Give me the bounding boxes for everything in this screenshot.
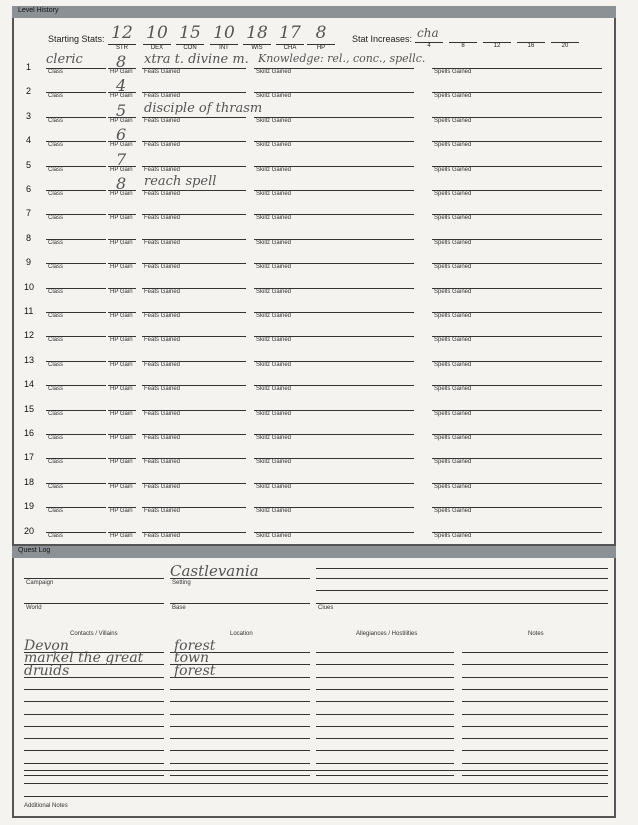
feats-label: Feats Gained <box>144 532 181 539</box>
contacts-line <box>24 701 164 702</box>
skills-label: Skillz Gained <box>256 435 292 441</box>
level-number: 8 <box>26 232 32 243</box>
class-label: Class <box>48 166 64 173</box>
spells-label: Spells Gained <box>434 435 472 441</box>
contact-name[interactable]: druids <box>24 662 70 679</box>
contacts-header: Contacts / Villains <box>70 631 118 637</box>
campaign-label: Campaign <box>26 580 54 586</box>
contacts-line <box>24 763 164 764</box>
level-number: 1 <box>26 62 32 72</box>
location-line <box>170 763 310 764</box>
notes-line <box>462 701 608 702</box>
campaign-line <box>24 578 164 579</box>
level-hp-entry[interactable]: 8 <box>116 174 127 193</box>
class-label: Class <box>48 386 64 393</box>
level-history-frame <box>12 18 616 546</box>
notes-header: Notes <box>528 631 544 637</box>
skills-label: Skillz Gained <box>256 532 292 539</box>
level-number: 3 <box>26 110 32 121</box>
contacts-line <box>24 750 164 751</box>
level-number: 12 <box>24 330 35 341</box>
stat-increase-level: 8 <box>461 43 465 49</box>
feats-label: Feats Gained <box>144 459 181 466</box>
allegiances-line <box>316 677 454 678</box>
location-line <box>170 689 310 690</box>
hp-label: HP Gain <box>110 459 133 466</box>
class-label: Class <box>48 69 64 75</box>
hp-label: HP Gain <box>110 93 133 100</box>
contact-name[interactable]: Devon <box>24 638 69 654</box>
notes-extra-line <box>24 796 608 797</box>
hp-label: HP Gain <box>110 264 133 271</box>
spells-label: Spells Gained <box>434 410 472 417</box>
class-label: Class <box>48 361 64 368</box>
skills-label: Skillz Gained <box>256 117 292 124</box>
stat-value-str: 12 <box>111 23 133 43</box>
feats-label: Feats Gained <box>144 69 181 75</box>
skills-label: Skillz Gained <box>256 264 292 271</box>
class-label: Class <box>48 288 64 295</box>
feats-label: Feats Gained <box>144 386 181 393</box>
quest-log-title: Quest Log <box>18 547 51 554</box>
spells-label: Spells Gained <box>434 142 472 149</box>
level-history-header <box>12 6 616 18</box>
setting-label: Setting <box>172 580 191 586</box>
stat-increase-level: 4 <box>427 43 431 49</box>
level-number: 17 <box>24 452 35 463</box>
class-label: Class <box>48 337 64 344</box>
location-line <box>170 714 310 715</box>
class-label: Class <box>48 410 64 417</box>
hp-label: HP Gain <box>110 239 133 246</box>
feats-label: Feats Gained <box>144 239 181 246</box>
skills-label: Skillz Gained <box>256 69 292 75</box>
level-number: 7 <box>26 208 32 219</box>
spells-label: Spells Gained <box>434 93 472 100</box>
additional-notes-label: Additional Notes <box>24 803 68 809</box>
spells-label: Spells Gained <box>434 361 472 368</box>
contacts-line <box>24 738 164 739</box>
level-history-title: Level History <box>18 7 59 14</box>
class-label: Class <box>48 532 64 539</box>
level-hp-entry[interactable]: 5 <box>116 100 127 120</box>
level-number: 11 <box>24 306 34 316</box>
stat-label-hp: HP <box>316 45 326 51</box>
allegiances-line <box>316 775 454 776</box>
hp-label: HP Gain <box>110 288 133 295</box>
stat-increase-value: cha <box>417 26 439 40</box>
hp-label: HP Gain <box>110 215 133 222</box>
setting-value[interactable]: Castlevania <box>170 562 259 580</box>
notes-line <box>462 664 608 665</box>
hp-label: HP Gain <box>110 117 133 124</box>
stat-increases-label: Stat Increases: <box>352 34 413 44</box>
level-number: 18 <box>24 476 35 487</box>
level-number: 5 <box>26 159 32 170</box>
skills-label: Skillz Gained <box>256 191 292 197</box>
skills-label: Skillz Gained <box>256 459 292 466</box>
class-label: Class <box>48 191 64 197</box>
hp-label: HP Gain <box>110 69 133 75</box>
world-label: World <box>26 605 42 611</box>
hp-label: HP Gain <box>110 435 133 441</box>
stat-value-dex: 10 <box>146 23 168 43</box>
location-line <box>170 701 310 702</box>
feats-label: Feats Gained <box>144 337 181 344</box>
skills-label: Skillz Gained <box>256 215 292 222</box>
notes-line <box>462 763 608 764</box>
notes-line <box>462 652 608 653</box>
feats-label: Feats Gained <box>144 508 181 515</box>
spells-label: Spells Gained <box>434 483 472 490</box>
level-hp-entry[interactable]: 7 <box>116 149 127 169</box>
location-header: Location <box>230 631 253 637</box>
stat-label-int: INT <box>219 45 229 51</box>
stat-label-con: CON <box>183 45 197 51</box>
level-number: 4 <box>26 135 32 146</box>
location-line <box>170 726 310 727</box>
feats-label: Feats Gained <box>144 361 181 368</box>
notes-line <box>462 775 608 776</box>
skills-label: Skillz Gained <box>256 93 292 100</box>
skills-label: Skillz Gained <box>256 386 292 393</box>
allegiances-header: Allegiances / Hostilities <box>356 631 418 637</box>
feats-label: Feats Gained <box>144 93 181 100</box>
skills-label: Skillz Gained <box>256 313 292 319</box>
hp-label: HP Gain <box>110 191 133 197</box>
level-hp-entry[interactable]: 6 <box>116 125 127 145</box>
hp-label: HP Gain <box>110 166 133 173</box>
skills-label: Skillz Gained <box>256 508 292 515</box>
spells-label: Spells Gained <box>434 239 472 246</box>
notes-line <box>462 689 608 690</box>
hp-label: HP Gain <box>110 313 133 319</box>
level-number: 16 <box>24 428 35 438</box>
level-number: 10 <box>24 281 35 292</box>
spells-label: Spells Gained <box>434 288 472 295</box>
level-number: 2 <box>26 86 32 97</box>
stat-label-cha: CHA <box>283 45 297 51</box>
quest-log-header <box>12 546 616 558</box>
level-hp-entry[interactable]: 8 <box>116 52 127 71</box>
class-label: Class <box>48 435 64 441</box>
feats-label: Feats Gained <box>144 313 181 319</box>
feats-label: Feats Gained <box>144 435 181 441</box>
base-line <box>170 603 310 604</box>
level-feats-entry[interactable]: xtra t. divine m. <box>144 52 249 67</box>
contacts-line <box>24 726 164 727</box>
level-number: 6 <box>26 184 32 194</box>
stat-value-cha: 17 <box>279 23 301 43</box>
spells-label: Spells Gained <box>434 215 472 222</box>
skills-label: Skillz Gained <box>256 337 292 344</box>
hp-label: HP Gain <box>110 337 133 344</box>
level-number: 15 <box>24 403 35 414</box>
contacts-line <box>24 714 164 715</box>
stat-increase-level: 16 <box>527 43 535 49</box>
allegiances-line <box>316 689 454 690</box>
allegiances-line <box>316 701 454 702</box>
level-feats-entry[interactable]: disciple of thrasm <box>144 100 263 116</box>
clues-line <box>316 568 608 569</box>
feats-label: Feats Gained <box>144 215 181 222</box>
allegiances-line <box>316 664 454 665</box>
skills-label: Skillz Gained <box>256 142 292 149</box>
character-sheet <box>12 6 616 818</box>
allegiances-line <box>316 738 454 739</box>
class-label: Class <box>48 313 64 319</box>
skills-label: Skillz Gained <box>256 239 292 246</box>
clues-line <box>316 603 608 604</box>
class-label: Class <box>48 483 64 490</box>
spells-label: Spells Gained <box>434 386 472 393</box>
level-hp-entry[interactable]: 4 <box>116 76 127 96</box>
contact-location[interactable]: forest <box>174 638 216 654</box>
class-label: Class <box>48 93 64 100</box>
class-label: Class <box>48 508 64 515</box>
skills-label: Skillz Gained <box>256 483 292 490</box>
level-number: 19 <box>24 501 35 512</box>
level-number: 13 <box>24 354 35 365</box>
stat-label-str: STR <box>116 45 128 51</box>
notes-line <box>462 714 608 715</box>
hp-label: HP Gain <box>110 508 133 515</box>
class-label: Class <box>48 264 64 271</box>
feats-label: Feats Gained <box>144 117 181 124</box>
level-feats-entry[interactable]: reach spell <box>144 174 217 189</box>
feats-label: Feats Gained <box>144 410 181 417</box>
skills-label: Skillz Gained <box>256 410 292 417</box>
level-skills-entry[interactable]: Knowledge: rel., conc., spellc. <box>258 52 426 65</box>
allegiances-line <box>316 763 454 764</box>
spells-label: Spells Gained <box>434 117 472 124</box>
level-number: 20 <box>24 525 35 536</box>
skills-label: Skillz Gained <box>256 166 292 173</box>
clues-line <box>316 590 608 591</box>
starting-stats-label: Starting Stats: <box>48 34 105 44</box>
stat-label-dex: DEX <box>150 45 164 51</box>
stat-label-wis: WIS <box>251 45 263 51</box>
hp-label: HP Gain <box>110 532 133 539</box>
class-label: Class <box>48 459 64 466</box>
hp-label: HP Gain <box>110 361 133 368</box>
allegiances-line <box>316 714 454 715</box>
clues-label: Clues <box>318 605 334 611</box>
spells-label: Spells Gained <box>434 264 472 271</box>
skills-label: Skillz Gained <box>256 361 292 368</box>
feats-label: Feats Gained <box>144 264 181 271</box>
spells-label: Spells Gained <box>434 69 472 75</box>
spells-label: Spells Gained <box>434 459 472 466</box>
class-label: Class <box>48 215 64 222</box>
location-line <box>170 750 310 751</box>
hp-label: HP Gain <box>110 142 133 149</box>
stat-value-wis: 18 <box>246 23 268 43</box>
spells-label: Spells Gained <box>434 508 472 515</box>
notes-line <box>462 750 608 751</box>
allegiances-line <box>316 726 454 727</box>
notes-line <box>462 738 608 739</box>
stat-increase-level: 12 <box>493 43 501 49</box>
hp-label: HP Gain <box>110 410 133 417</box>
contacts-line <box>24 775 164 776</box>
notes-extra-line <box>24 770 608 771</box>
feats-label: Feats Gained <box>144 288 181 295</box>
spells-label: Spells Gained <box>434 313 472 319</box>
skills-label: Skillz Gained <box>256 288 292 295</box>
feats-label: Feats Gained <box>144 142 181 149</box>
allegiances-line <box>316 652 454 653</box>
class-label: Class <box>48 239 64 246</box>
location-line <box>170 775 310 776</box>
contact-location[interactable]: town <box>174 650 210 667</box>
spells-label: Spells Gained <box>434 337 472 344</box>
level-number: 14 <box>24 379 35 390</box>
contacts-line <box>24 689 164 690</box>
stat-value-int: 10 <box>213 23 235 43</box>
stat-increase-level: 20 <box>561 43 569 49</box>
feats-label: Feats Gained <box>144 166 181 173</box>
spells-label: Spells Gained <box>434 191 472 197</box>
hp-label: HP Gain <box>110 483 133 490</box>
spells-label: Spells Gained <box>434 532 472 539</box>
class-label: Class <box>48 142 64 149</box>
stat-value-hp: 8 <box>315 23 327 43</box>
level-number: 9 <box>26 257 32 268</box>
world-line <box>24 603 164 604</box>
feats-label: Feats Gained <box>144 483 181 490</box>
hp-label: HP Gain <box>110 386 133 393</box>
base-label: Base <box>172 605 186 611</box>
stat-value-con: 15 <box>179 23 201 43</box>
notes-line <box>462 677 608 678</box>
location-line <box>170 738 310 739</box>
spells-label: Spells Gained <box>434 166 472 173</box>
contact-location[interactable]: forest <box>174 662 216 679</box>
level-class-entry[interactable]: cleric <box>46 52 83 67</box>
allegiances-line <box>316 750 454 751</box>
clues-line <box>316 578 608 579</box>
notes-line <box>462 726 608 727</box>
notes-extra-line <box>24 783 608 784</box>
class-label: Class <box>48 117 64 124</box>
feats-label: Feats Gained <box>144 191 181 197</box>
contact-name[interactable]: markel the great <box>24 650 144 667</box>
